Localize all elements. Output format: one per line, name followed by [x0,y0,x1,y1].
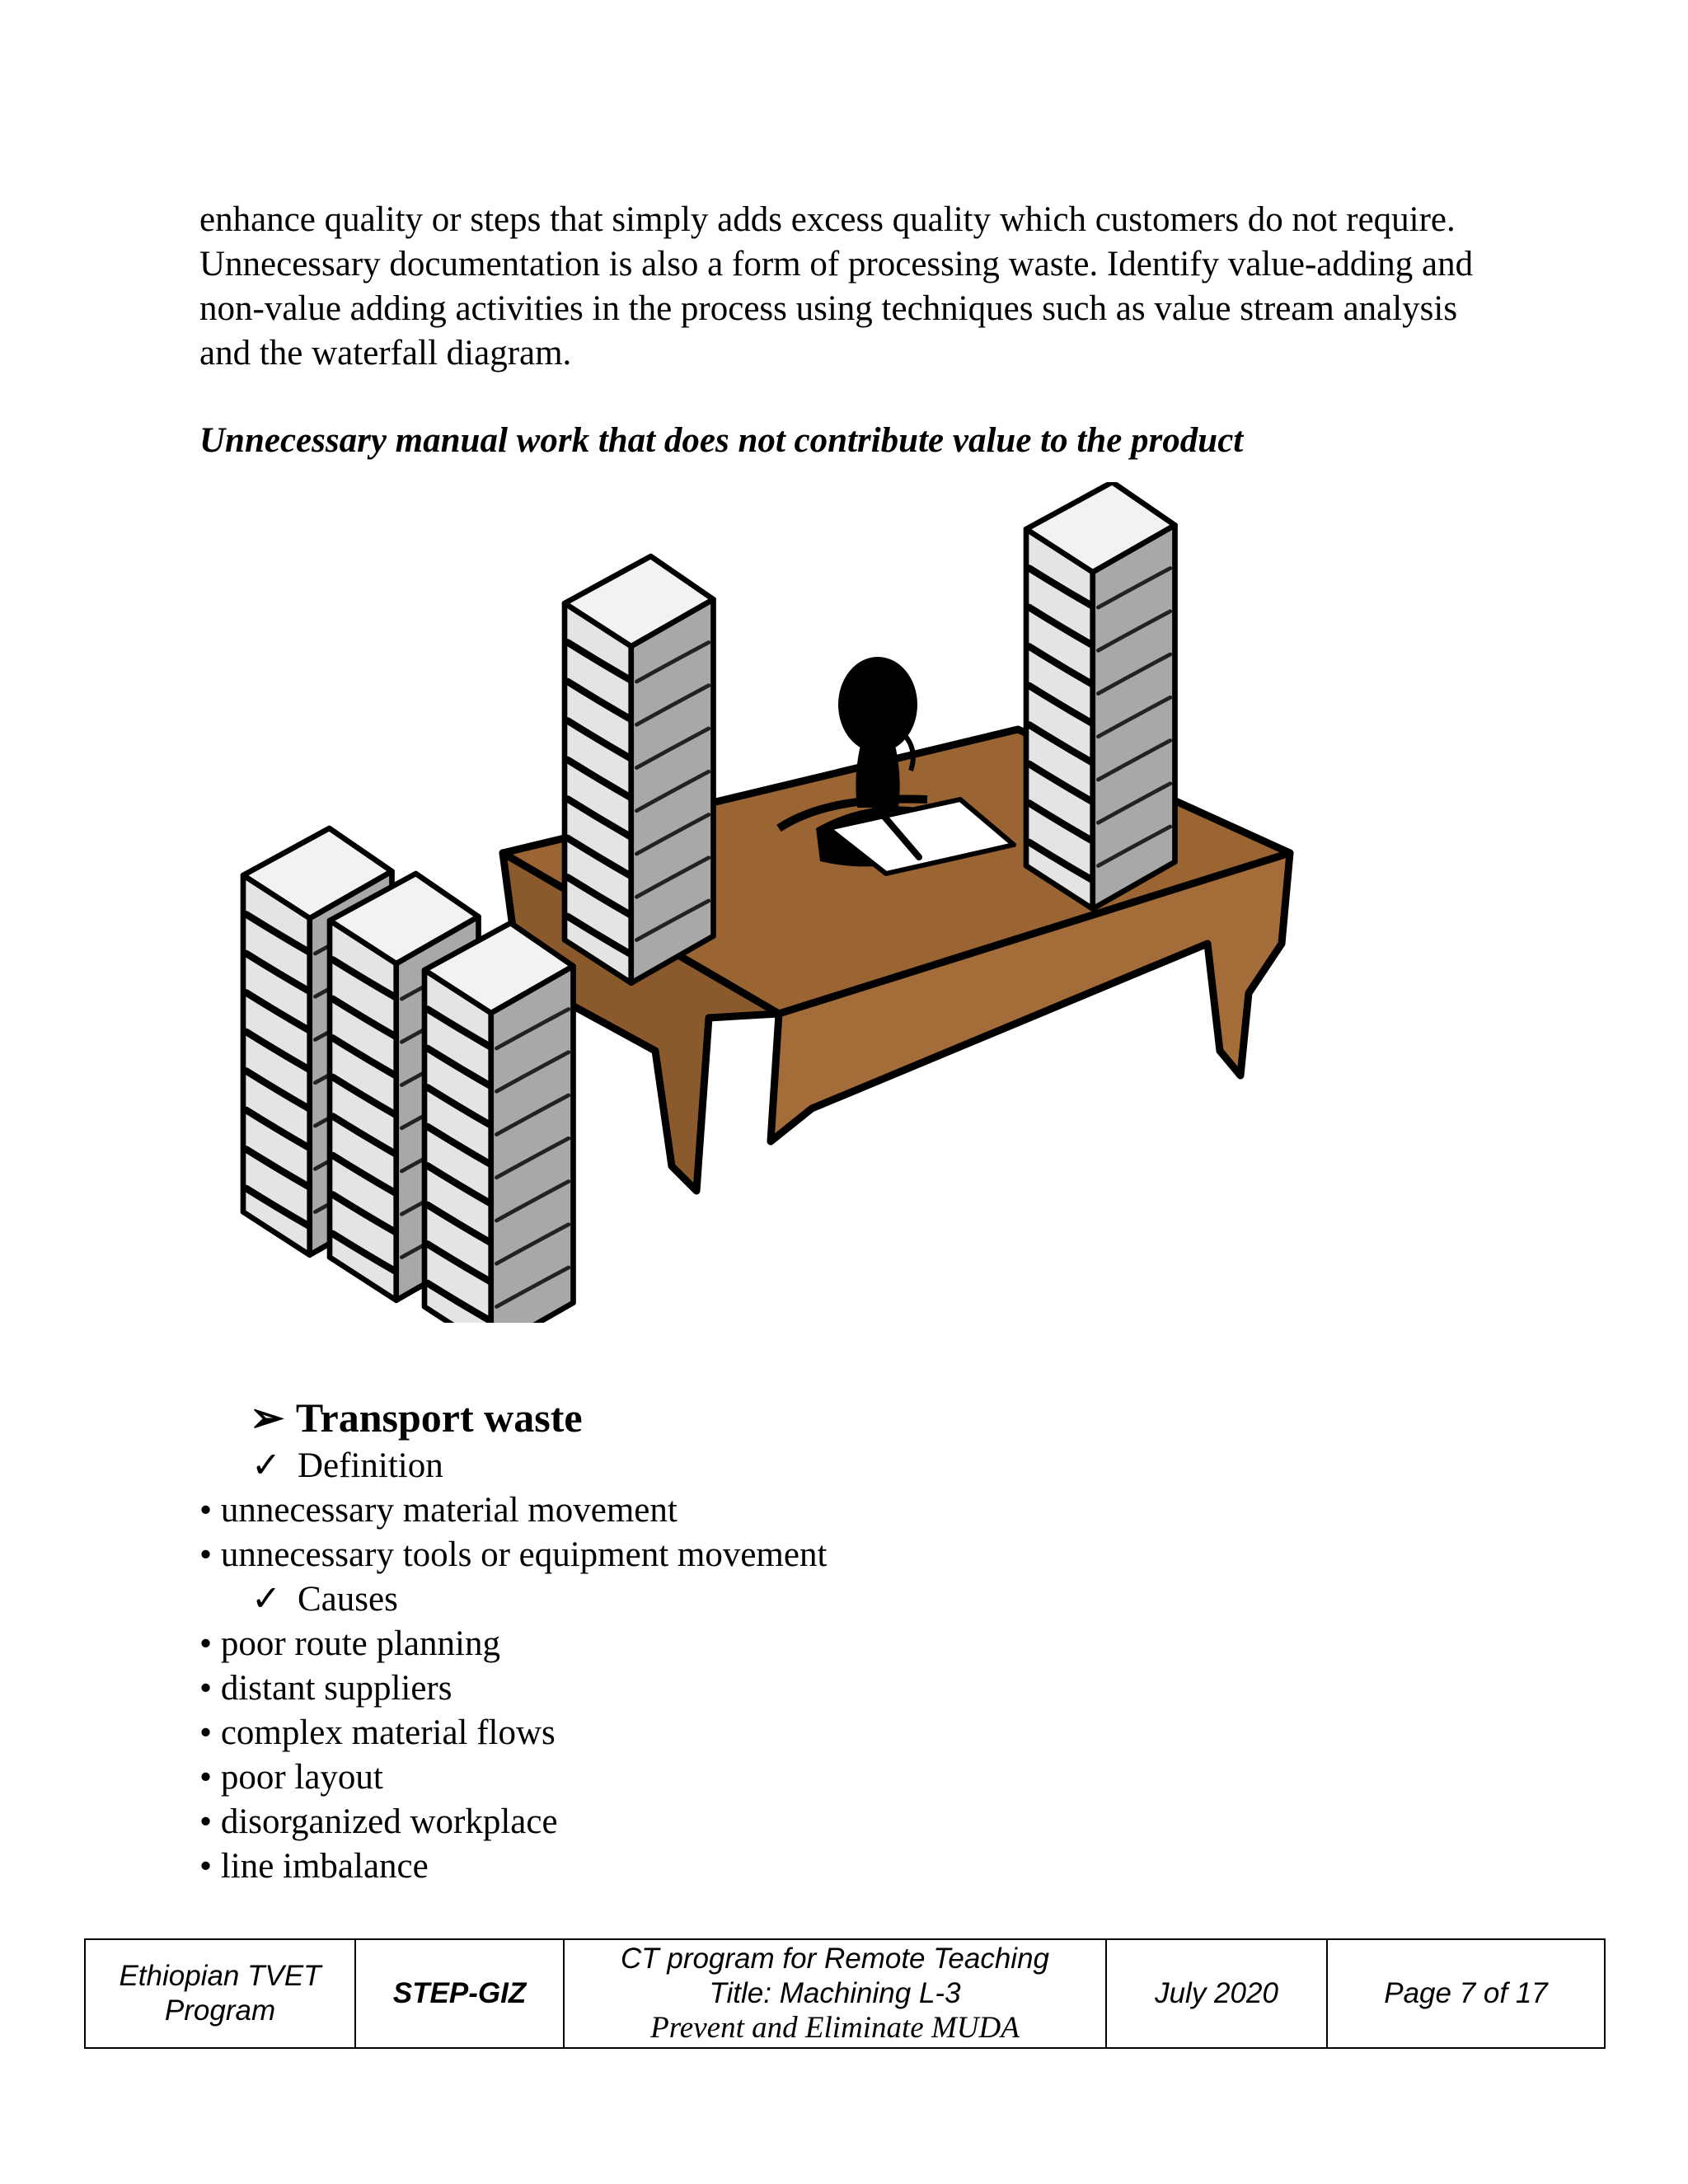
paper-stack-right [1026,482,1175,909]
definition-label: ✓ Definition [251,1444,443,1488]
arrow-bullet-icon: ➢ [250,1394,284,1441]
paper-stack-left-3 [424,923,574,1323]
footer-date: July 2020 [1106,1939,1327,2048]
paper-stack-center [565,556,714,983]
list-item: • disorganized workplace [199,1802,558,1841]
list-item: • line imbalance [199,1847,429,1886]
list-item: • poor route planning [199,1624,500,1663]
list-item: • unnecessary material movement [199,1491,678,1530]
list-item: • unnecessary tools or equipment movement [199,1535,828,1574]
figure-caption: Unnecessary manual work that does not contribute value to the product [199,421,1244,460]
paperwork-desk-illustration [235,482,1315,1323]
list-item: • complex material flows [199,1713,556,1752]
section-heading: ➢ Transport waste [250,1394,583,1441]
footer-org: Ethiopian TVET Program [85,1939,355,2048]
causes-label: ✓ Causes [251,1577,398,1622]
footer-page-number: Page 7 of 17 [1327,1939,1605,2048]
page-footer [84,1938,1606,2049]
list-item: • distant suppliers [199,1669,452,1708]
footer-program: CT program for Remote Teaching Title: Machining L-3 Prevent and Eliminate MUDA [564,1939,1106,2048]
list-item: • poor layout [199,1758,383,1797]
checkmark-icon: ✓ [251,1446,282,1485]
body-paragraph: enhance quality or steps that simply adds excess quality which customers do not require. Unnecessary documentation is also a form of processing waste. Identify value-adding and non-value adding activities in the process using techniques such as value stream analysis and the waterfall diagram. [199,200,1474,373]
checkmark-icon: ✓ [251,1580,282,1619]
footer-partner: STEP-GIZ [355,1939,564,2048]
